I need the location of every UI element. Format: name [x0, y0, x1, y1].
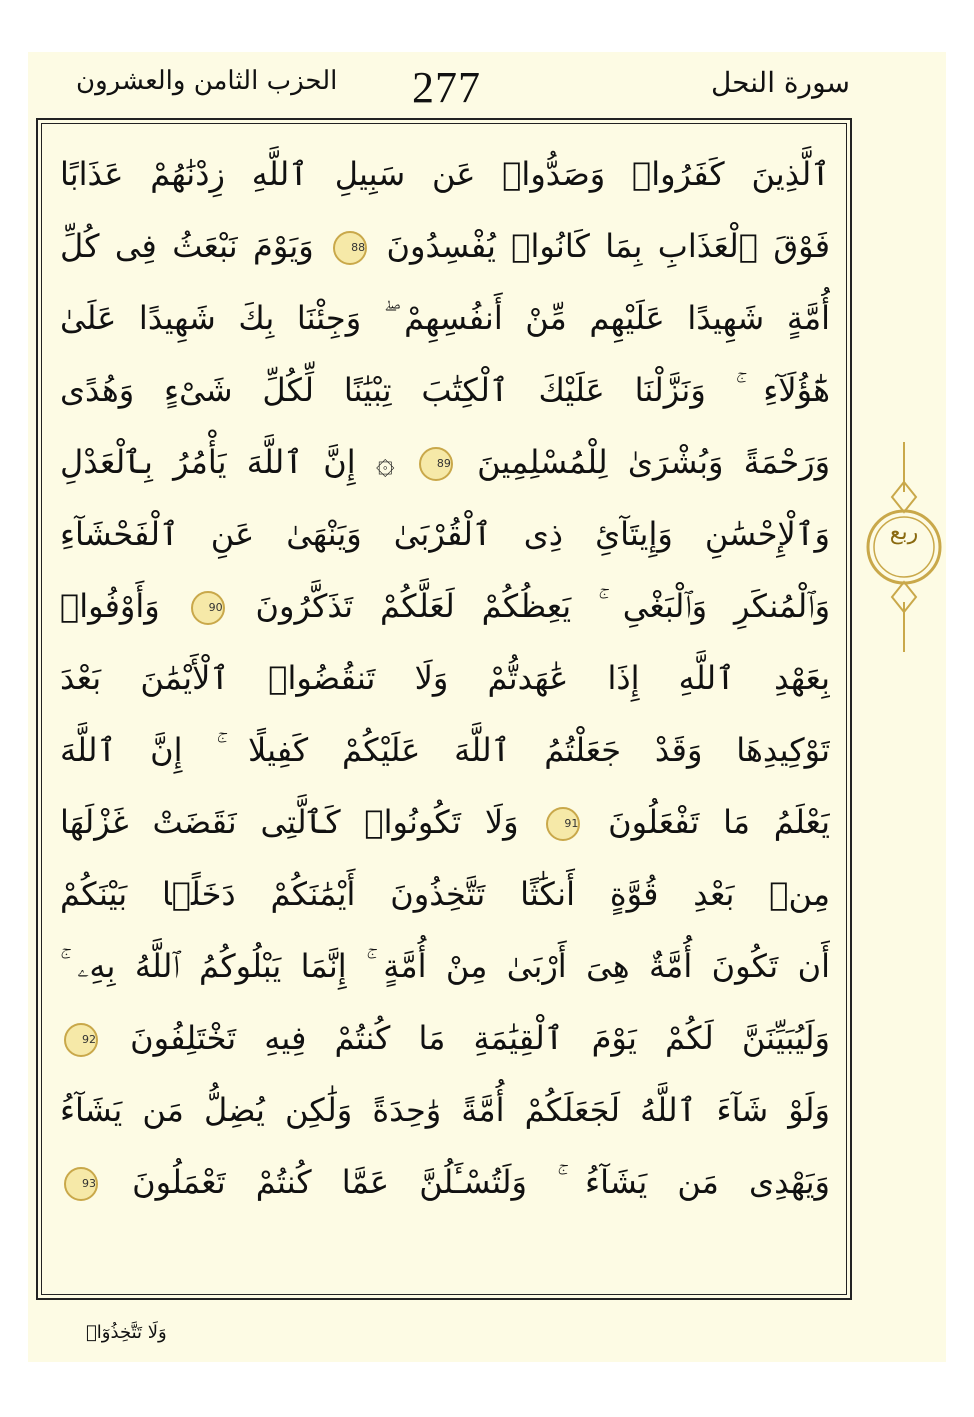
verse-line-10	[60, 786, 830, 858]
line-text: وَرَحْمَةً وَبُشْرَىٰ لِلْمُسْلِمِينَ	[477, 443, 830, 481]
ayah-number-marker: 88	[333, 231, 367, 265]
catchword: وَلَا تَتَّخِذُوٓا۟	[86, 1322, 167, 1343]
surah-name: سورة النحل	[710, 66, 850, 99]
mushaf-page	[28, 52, 946, 1362]
verse-line-3	[60, 282, 830, 354]
line-text: تَوْكِيدِهَا وَقَدْ جَعَلْتُمُ ٱللَّهَ عَلَيْكُمْ كَفِيلًا ۚ إِنَّ ٱللَّهَ	[60, 731, 830, 769]
rub-ornament-icon	[866, 442, 950, 652]
ayah-number-marker: 89	[419, 447, 453, 481]
ayah-number-marker: 93	[64, 1167, 98, 1201]
line-text: مِنۢ بَعْدِ قُوَّةٍ أَنكَٰثًا تَتَّخِذُونَ أَيْمَٰنَكُمْ دَخَلًۢا بَيْنَكُمْ	[60, 875, 830, 913]
verse-line-2	[60, 210, 830, 282]
verse-line-4	[60, 354, 830, 426]
line-text: وَلَوْ شَآءَ ٱللَّهُ لَجَعَلَكُمْ أُمَّةً وَٰحِدَةً وَلَٰكِن يُضِلُّ مَن يَشَآءُ	[60, 1091, 830, 1129]
verse-lines	[60, 138, 830, 1218]
line-text: وَلَا تَكُونُوا۟ كَٱلَّتِى نَقَضَتْ غَزْلَهَا	[60, 803, 519, 841]
line-text: وَيَهْدِى مَن يَشَآءُ ۚ وَلَتُسْـَٔلُنَّ عَمَّا كُنتُمْ تَعْمَلُونَ	[132, 1163, 830, 1201]
line-text: وَٱلْإِحْسَٰنِ وَإِيتَآئِ ذِى ٱلْقُرْبَىٰ وَيَنْهَىٰ عَنِ ٱلْفَحْشَآءِ	[60, 515, 830, 553]
line-text: وَيَوْمَ نَبْعَثُ فِى كُلِّ	[60, 227, 314, 265]
verse-line-14	[60, 1074, 830, 1146]
verse-line-5	[60, 426, 830, 498]
ayah-number-marker: 92	[64, 1023, 98, 1057]
line-text: وَٱلْمُنكَرِ وَٱلْبَغْىِ ۚ يَعِظُكُمْ لَعَلَّكُمْ تَذَكَّرُونَ	[255, 587, 830, 625]
line-text: أَن تَكُونَ أُمَّةٌ هِىَ أَرْبَىٰ مِنْ أُمَّةٍ ۚ إِنَّمَا يَبْلُوكُمُ ٱللَّهُ بِهِۦ ۚ	[60, 947, 830, 985]
verse-line-6	[60, 498, 830, 570]
verse-line-15	[60, 1146, 830, 1218]
ayah-number-marker: 91	[546, 807, 580, 841]
rub-label: ربع	[889, 520, 919, 545]
verse-line-7	[60, 570, 830, 642]
page-header	[28, 60, 946, 116]
text-frame	[36, 118, 852, 1300]
verse-line-12	[60, 930, 830, 1002]
rub-ornament	[866, 442, 950, 652]
line-text: وَأَوْفُوا۟	[60, 587, 160, 625]
hizb-label: الحزب الثامن والعشرون	[76, 66, 338, 96]
line-text: بِعَهْدِ ٱللَّهِ إِذَا عَٰهَدتُّمْ وَلَا تَنقُضُوا۟ ٱلْأَيْمَٰنَ بَعْدَ	[60, 659, 830, 697]
verse-line-8	[60, 642, 830, 714]
verse-line-9	[60, 714, 830, 786]
ayah-number-marker: 90	[191, 591, 225, 625]
verse-line-11	[60, 858, 830, 930]
line-text: وَلَيُبَيِّنَنَّ لَكُمْ يَوْمَ ٱلْقِيَٰمَةِ مَا كُنتُمْ فِيهِ تَخْتَلِفُونَ	[130, 1019, 830, 1057]
line-text: ۞ إِنَّ ٱللَّهَ يَأْمُرُ بِٱلْعَدْلِ	[60, 443, 395, 481]
line-text: أُمَّةٍ شَهِيدًا عَلَيْهِم مِّنْ أَنفُسِهِمْ ۖ وَجِئْنَا بِكَ شَهِيدًا عَلَىٰ	[60, 299, 830, 337]
line-text: هَٰٓؤُلَآءِ ۚ وَنَزَّلْنَا عَلَيْكَ ٱلْكِتَٰبَ تِبْيَٰنًا لِّكُلِّ شَىْءٍ وَهُدًى	[60, 371, 830, 409]
line-text: ٱلَّذِينَ كَفَرُوا۟ وَصَدُّوا۟ عَن سَبِيلِ ٱللَّهِ زِدْنَٰهُمْ عَذَابًا	[60, 155, 830, 193]
page-number: 277	[412, 63, 481, 112]
verse-line-13	[60, 1002, 830, 1074]
line-text: فَوْقَ ٱلْعَذَابِ بِمَا كَانُوا۟ يُفْسِدُونَ	[386, 227, 830, 265]
verse-line-1	[60, 138, 830, 210]
line-text: يَعْلَمُ مَا تَفْعَلُونَ	[608, 803, 830, 841]
